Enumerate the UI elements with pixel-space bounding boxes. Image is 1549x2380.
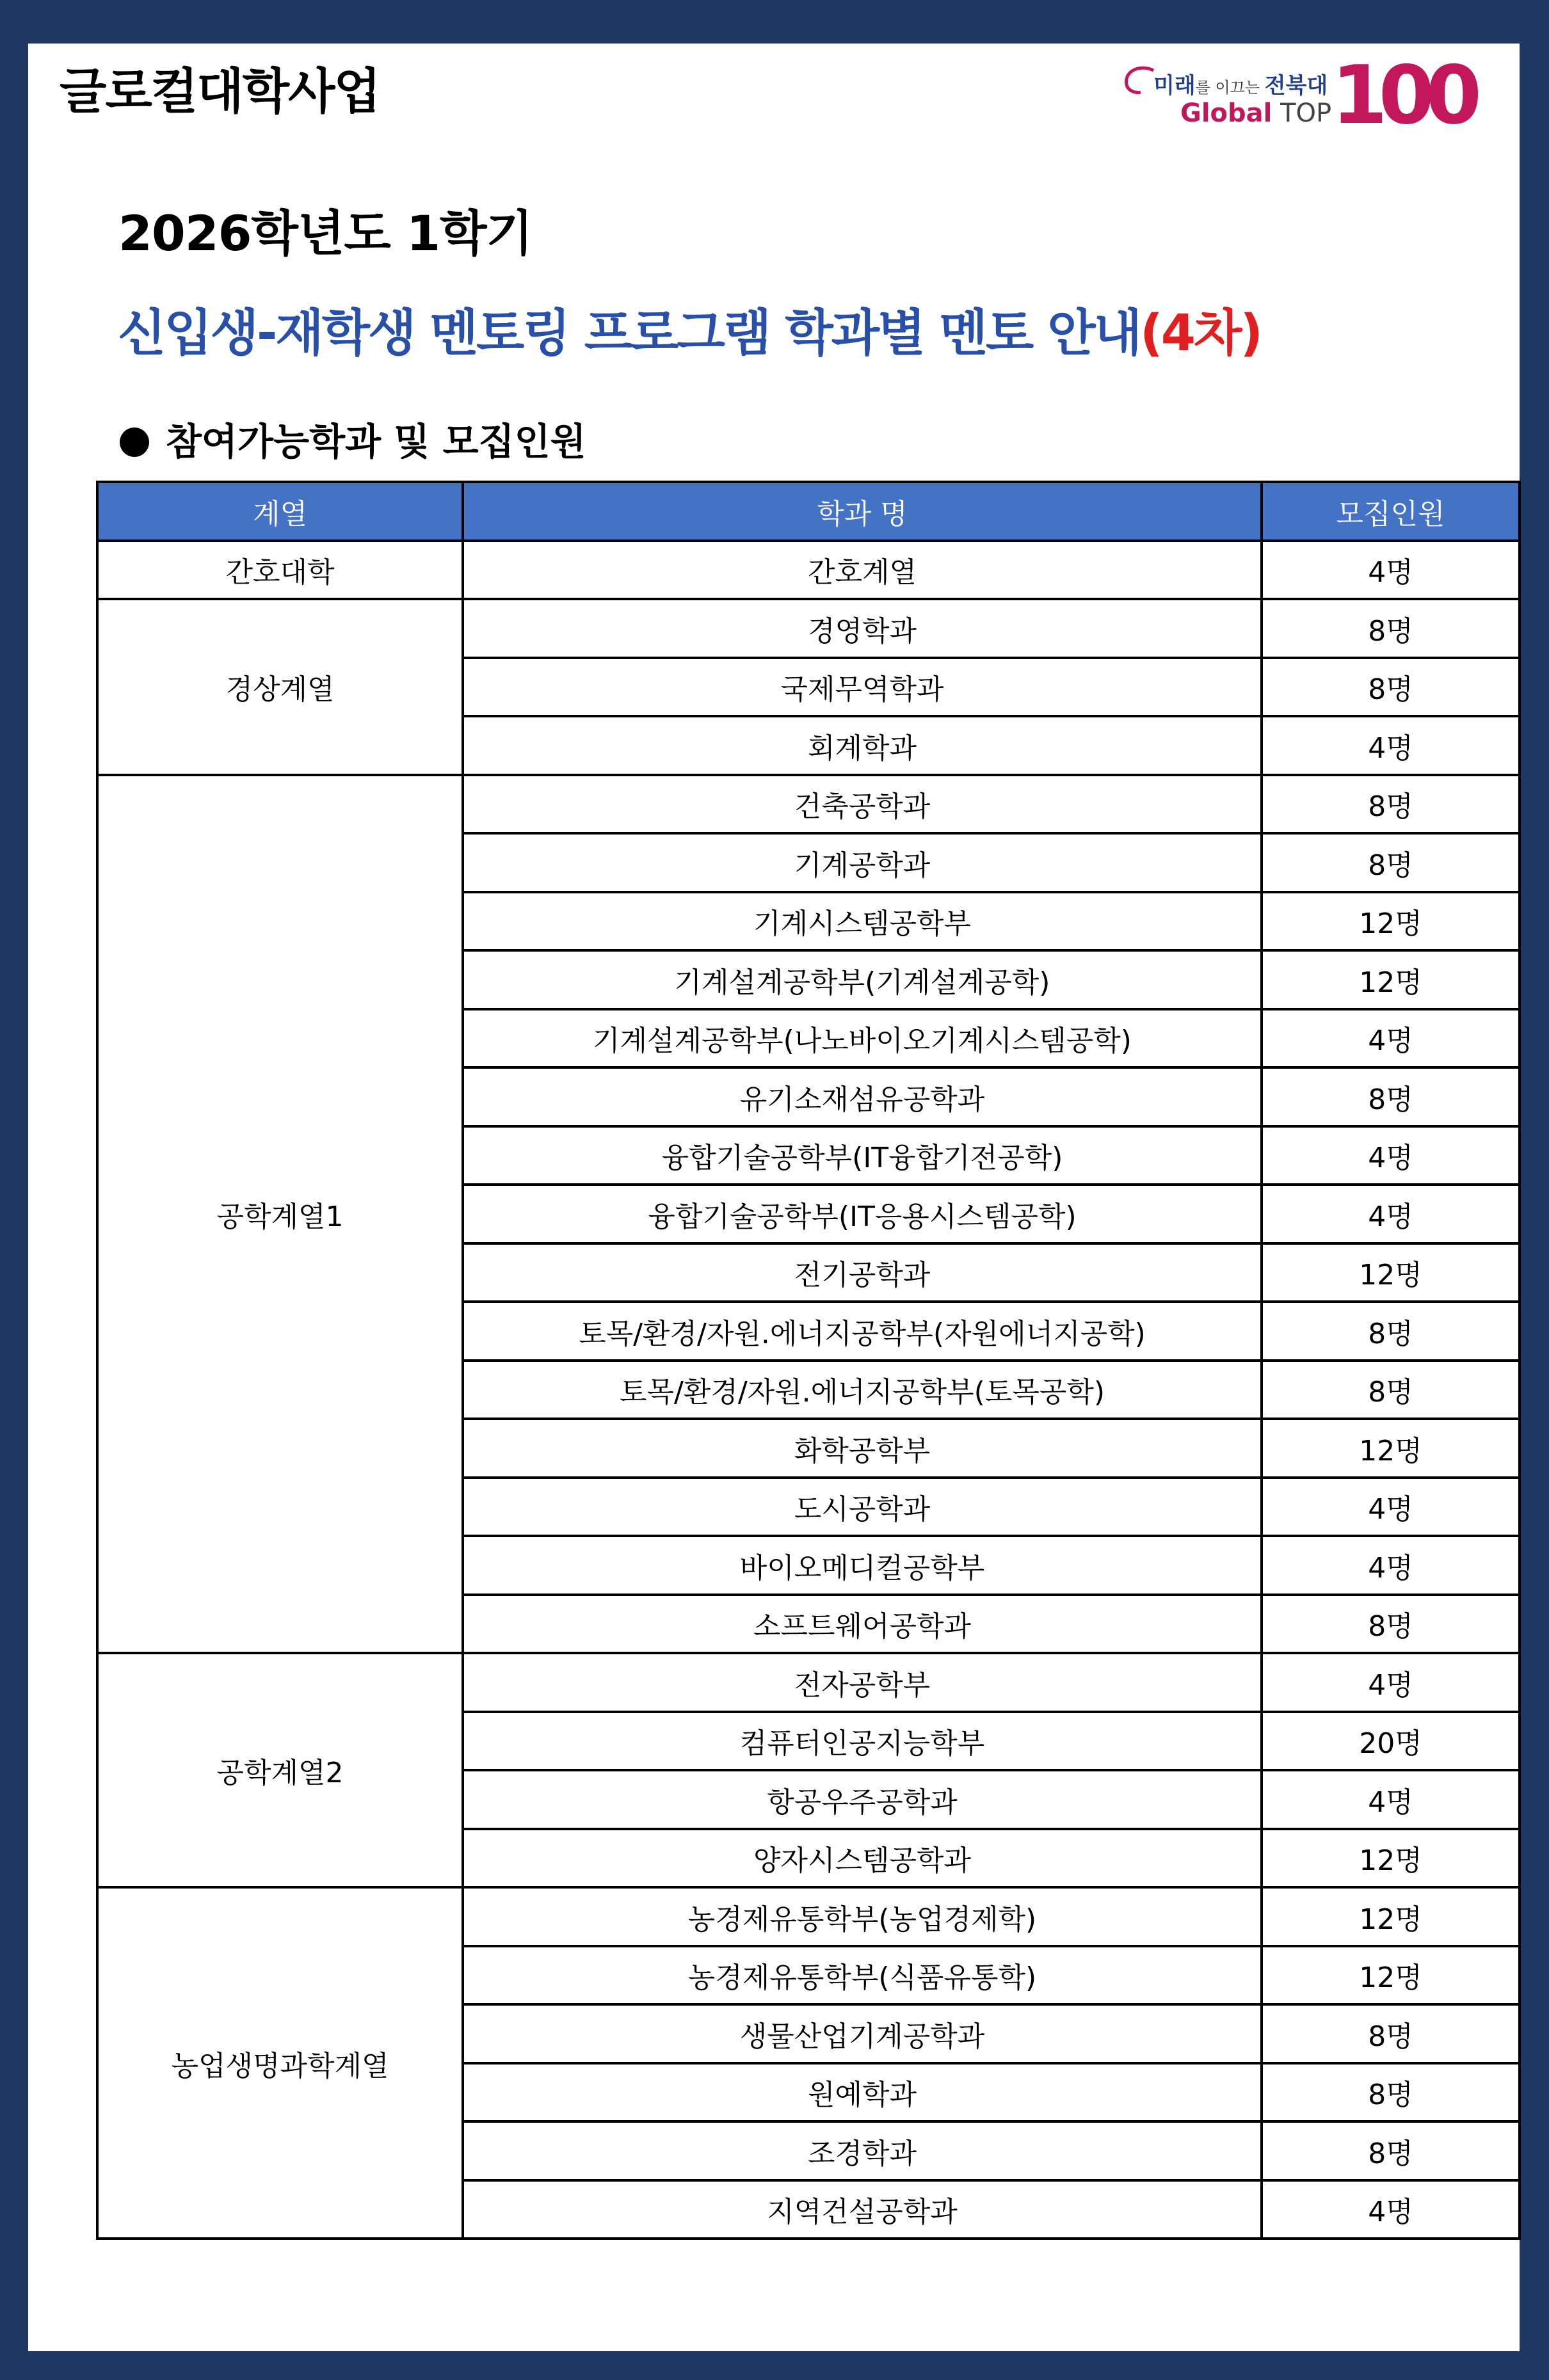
department-cell: 생물산업기계공학과 xyxy=(463,2004,1262,2063)
count-cell: 4명 xyxy=(1262,2180,1520,2239)
count-cell: 8명 xyxy=(1262,599,1520,658)
count-cell: 12명 xyxy=(1262,1946,1520,2005)
department-cell: 회계학과 xyxy=(463,716,1262,775)
field-cell: 농업생명과학계열 xyxy=(97,1887,463,2239)
department-cell: 건축공학과 xyxy=(463,775,1262,834)
header-field: 계열 xyxy=(97,482,463,541)
department-cell: 전자공학부 xyxy=(463,1653,1262,1712)
count-cell: 12명 xyxy=(1262,1829,1520,1888)
count-cell: 8명 xyxy=(1262,775,1520,834)
department-cell: 바이오메디컬공학부 xyxy=(463,1536,1262,1595)
department-cell: 기계공학과 xyxy=(463,833,1262,892)
count-cell: 4명 xyxy=(1262,716,1520,775)
department-cell: 조경학과 xyxy=(463,2121,1262,2180)
department-cell: 항공우주공학과 xyxy=(463,1770,1262,1829)
department-cell: 전기공학과 xyxy=(463,1243,1262,1302)
count-cell: 20명 xyxy=(1262,1712,1520,1771)
header-department: 학과 명 xyxy=(463,482,1262,541)
department-cell: 양자시스템공학과 xyxy=(463,1829,1262,1888)
count-cell: 4명 xyxy=(1262,1653,1520,1712)
department-cell: 지역건설공학과 xyxy=(463,2180,1262,2239)
department-cell: 융합기술공학부(IT응용시스템공학) xyxy=(463,1185,1262,1243)
count-cell: 8명 xyxy=(1262,658,1520,717)
table-body xyxy=(97,541,1520,2239)
table-row xyxy=(97,1653,1520,1712)
count-cell: 4명 xyxy=(1262,1185,1520,1243)
swoosh-icon xyxy=(1121,65,1157,95)
table-row xyxy=(97,541,1520,600)
department-cell: 경영학과 xyxy=(463,599,1262,658)
count-cell: 8명 xyxy=(1262,1302,1520,1361)
count-cell: 8명 xyxy=(1262,2004,1520,2063)
count-cell: 8명 xyxy=(1262,2121,1520,2180)
university-logo xyxy=(1116,48,1475,142)
department-cell: 컴퓨터인공지능학부 xyxy=(463,1712,1262,1771)
department-cell: 국제무역학과 xyxy=(463,658,1262,717)
count-cell: 4명 xyxy=(1262,541,1520,600)
count-cell: 8명 xyxy=(1262,1361,1520,1419)
count-cell: 12명 xyxy=(1262,950,1520,1009)
notice-page xyxy=(28,44,1520,2351)
program-title xyxy=(118,293,1261,365)
count-cell: 4명 xyxy=(1262,1126,1520,1185)
department-cell: 농경제유통학부(식품유통학) xyxy=(463,1946,1262,2005)
table-row xyxy=(97,599,1520,658)
logo-number: 100 xyxy=(1331,48,1473,142)
table-header-row xyxy=(97,482,1520,541)
bullet-icon xyxy=(120,427,149,457)
count-cell: 4명 xyxy=(1262,1478,1520,1537)
department-cell: 소프트웨어공학과 xyxy=(463,1595,1262,1654)
department-cell: 도시공학과 xyxy=(463,1478,1262,1537)
department-cell: 간호계열 xyxy=(463,541,1262,600)
field-cell: 공학계열2 xyxy=(97,1653,463,1887)
department-cell: 기계설계공학부(나노바이오기계시스템공학) xyxy=(463,1009,1262,1068)
count-cell: 12명 xyxy=(1262,892,1520,951)
count-cell: 8명 xyxy=(1262,2063,1520,2122)
logo-slogan: 미래를 이끄는 전북대 xyxy=(1153,73,1328,99)
count-cell: 12명 xyxy=(1262,1419,1520,1478)
field-cell: 경상계열 xyxy=(97,599,463,775)
department-cell: 토목/환경/자원.에너지공학부(자원에너지공학) xyxy=(463,1302,1262,1361)
count-cell: 4명 xyxy=(1262,1770,1520,1829)
table-row xyxy=(97,775,1520,834)
round-badge: (4차) xyxy=(1140,305,1262,362)
program-title-main: 신입생-재학생 멘토링 프로그램 학과별 멘토 안내 xyxy=(118,305,1141,362)
department-cell: 화학공학부 xyxy=(463,1419,1262,1478)
count-cell: 8명 xyxy=(1262,833,1520,892)
department-cell: 토목/환경/자원.에너지공학부(토목공학) xyxy=(463,1361,1262,1419)
field-cell: 간호대학 xyxy=(97,541,463,600)
department-table xyxy=(96,481,1521,2240)
department-cell: 기계시스템공학부 xyxy=(463,892,1262,951)
brand-title: 글로컬대학사업 xyxy=(60,63,380,120)
department-cell: 유기소재섬유공학과 xyxy=(463,1067,1262,1126)
count-cell: 12명 xyxy=(1262,1243,1520,1302)
field-cell: 공학계열1 xyxy=(97,775,463,1654)
section-heading: 참여가능학과 및 모집인원 xyxy=(120,411,586,465)
logo-global-top: Global TOP xyxy=(1180,99,1332,128)
count-cell: 8명 xyxy=(1262,1067,1520,1126)
header-count: 모집인원 xyxy=(1262,482,1520,541)
department-cell: 융합기술공학부(IT융합기전공학) xyxy=(463,1126,1262,1185)
count-cell: 4명 xyxy=(1262,1536,1520,1595)
count-cell: 12명 xyxy=(1262,1887,1520,1946)
table-row xyxy=(97,1887,1520,1946)
count-cell: 8명 xyxy=(1262,1595,1520,1654)
department-cell: 농경제유통학부(농업경제학) xyxy=(463,1887,1262,1946)
count-cell: 4명 xyxy=(1262,1009,1520,1068)
department-cell: 기계설계공학부(기계설계공학) xyxy=(463,950,1262,1009)
department-cell: 원예학과 xyxy=(463,2063,1262,2122)
semester-title: 2026학년도 1학기 xyxy=(118,205,533,262)
